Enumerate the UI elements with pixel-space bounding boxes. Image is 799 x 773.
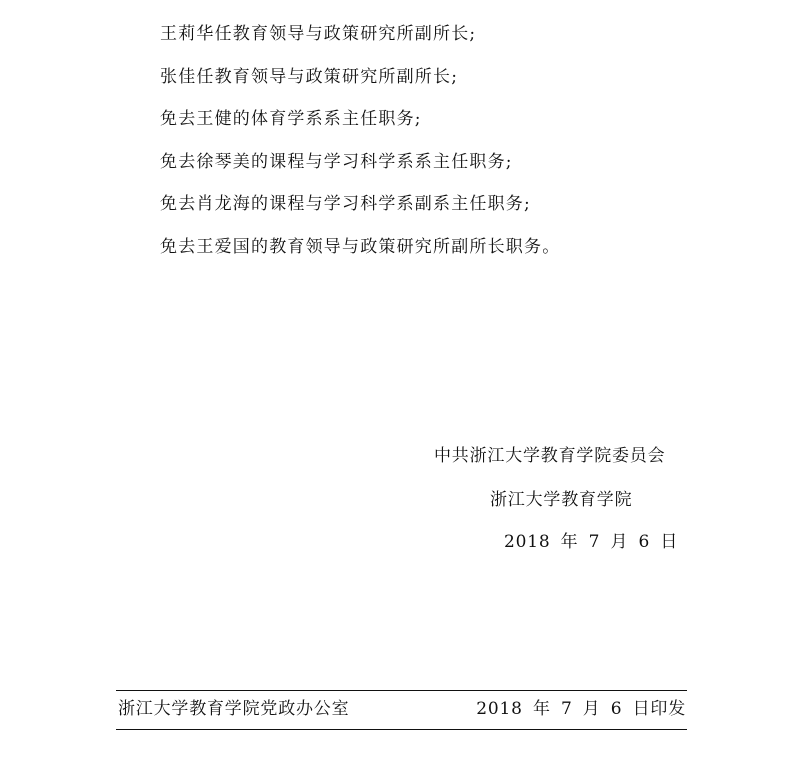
footer-bottom-rule <box>116 729 687 730</box>
appointment-line: 免去王健的体育学系系主任职务; <box>160 109 422 130</box>
signature-college: 浙江大学教育学院 <box>490 490 633 510</box>
appointment-line: 免去肖龙海的课程与学习科学系副系主任职务; <box>160 194 531 215</box>
appointment-line: 免去王爱国的教育领导与政策研究所副所长职务。 <box>160 236 561 257</box>
signature-date: 2018 年 7 月 6 日 <box>504 532 679 552</box>
appointment-list <box>160 24 560 280</box>
appointment-line: 王莉华任教育领导与政策研究所副所长; <box>160 24 477 44</box>
footer-issuing-office: 浙江大学教育学院党政办公室 <box>118 699 350 719</box>
appointment-line: 免去徐琴美的课程与学习科学系系主任职务; <box>160 151 513 172</box>
appointment-line: 张佳任教育领导与政策研究所副所长; <box>160 66 459 87</box>
footer-print-date: 2018 年 7 月 6 日印发 <box>476 699 686 719</box>
signature-party-committee: 中共浙江大学教育学院委员会 <box>434 446 666 466</box>
footer-top-rule <box>116 690 687 691</box>
